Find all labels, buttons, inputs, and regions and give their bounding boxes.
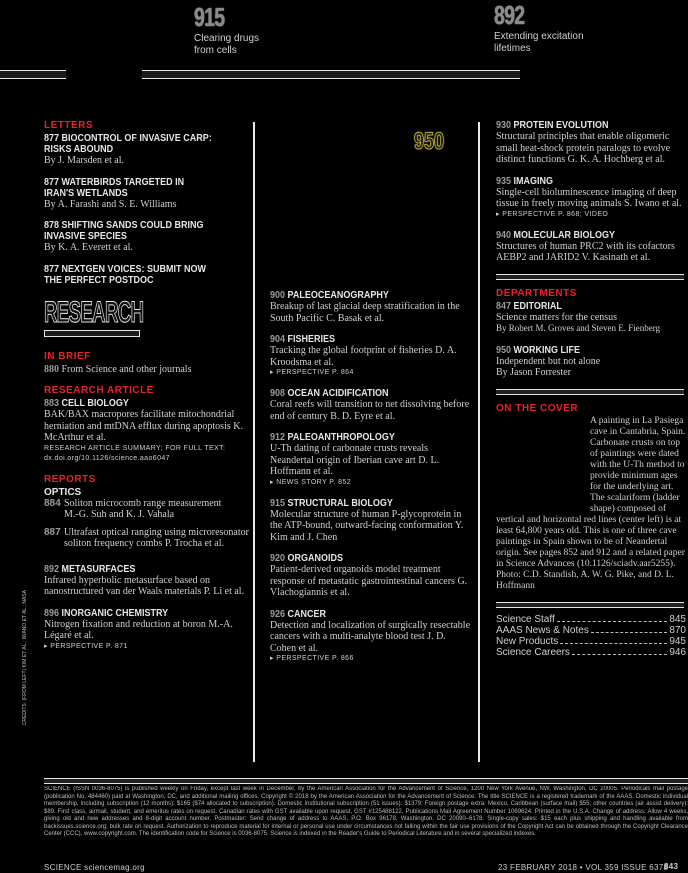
page-number: 926 (270, 608, 286, 620)
letter-byline: By K. A. Everett et al. (44, 242, 133, 253)
cover-image-placeholder (496, 418, 586, 514)
report-topic: OCEAN ACIDIFICATION (287, 388, 389, 399)
report-item[interactable] (270, 334, 470, 378)
misc-item[interactable] (496, 625, 686, 636)
teaser-text-line1: Clearing drugs (194, 33, 260, 44)
letter-headline: 877 BIOCONTROL OF INVASIVE CARP: (44, 133, 212, 144)
letter-item[interactable] (44, 133, 249, 167)
header-rule-right (142, 70, 520, 79)
misc-label: AAAS News & Notes (496, 624, 589, 636)
teaser-page-number: 915 (194, 2, 225, 32)
article-topic: CELL BIOLOGY (61, 398, 129, 409)
perspective-note: PERSPECTIVE P. 864 (276, 369, 354, 376)
arrow-icon: ▸ (270, 369, 277, 376)
doi-link[interactable]: dx.doi.org/10.1126/science.aao6047 (44, 454, 170, 462)
report-item[interactable] (496, 120, 686, 166)
report-byline: P. Trocha et al. (164, 538, 224, 549)
vertical-credit (22, 590, 28, 820)
section-label-letters: LETTERS (44, 120, 94, 131)
report-topic: PALEOCEANOGRAPHY (287, 290, 389, 301)
legal-rule (44, 778, 688, 784)
letter-headline-cont: IRAN'S WETLANDS (44, 187, 128, 199)
page-number: 904 (270, 334, 286, 345)
report-byline: M.-A. Légaré et al. (44, 618, 233, 641)
teaser-text-line2: from cells (194, 45, 237, 56)
letter-item[interactable] (44, 177, 249, 211)
teaser-text-line1: Extending excitation (494, 31, 584, 42)
section-rule (496, 274, 684, 280)
column-middle (270, 290, 470, 674)
report-title: Breakup of last glacial deep stratification in the South Pacific (270, 301, 460, 324)
page-number: 935 (496, 175, 512, 187)
report-topic: FISHERIES (287, 334, 336, 345)
report-topic: INORGANIC CHEMISTRY (61, 607, 169, 619)
misc-list (496, 614, 686, 658)
report-title: Structures of human PRC2 with its cofactors AEBP2 and JARID2 (496, 240, 675, 263)
letter-headline-cont: THE PERFECT POSTDOC (44, 274, 154, 286)
teaser-text-line2: lifetimes (494, 43, 531, 54)
section-label-reports: REPORTS (44, 473, 96, 485)
arrow-icon: ▸ (270, 478, 277, 486)
report-item[interactable] (270, 388, 470, 422)
page-number: 880 (44, 363, 59, 375)
report-item[interactable] (496, 230, 686, 264)
arrow-icon: ▸ (270, 655, 277, 662)
report-byline: S. Iwano et al. (624, 198, 682, 209)
report-topic: PALEOANTHROPOLOGY (287, 432, 395, 443)
section-label-research-article: RESEARCH ARTICLE (44, 385, 154, 396)
page-number: 920 (270, 553, 286, 564)
misc-label: Science Staff (496, 613, 555, 625)
teaser-892[interactable] (494, 0, 584, 55)
page-number: 945 (669, 635, 686, 647)
letter-item[interactable] (44, 264, 249, 286)
leader-dots (591, 625, 668, 633)
report-title: Single-cell bioluminescence imaging of deep tissue in freely moving animals (496, 186, 677, 209)
cover-section (496, 403, 686, 592)
department-item[interactable] (496, 345, 686, 379)
report-byline: J. D. Cohen et al. (270, 631, 446, 654)
department-byline: By Robert M. Groves and Steven E. Fienberg (496, 323, 661, 333)
report-title: Soliton microcomb range measurement (64, 497, 222, 509)
report-title: U-Th dating of carbonate crusts reveals Neandertal origin of Iberian cave art (270, 443, 428, 466)
page-number: 892 (44, 563, 60, 575)
page-number: 908 (270, 388, 286, 399)
page-number: 883 (44, 398, 60, 409)
perspective-note: PERSPECTIVE P. 866 (276, 655, 354, 662)
misc-item[interactable] (496, 636, 686, 647)
report-title: Coral reefs will transition to net dissolving before end of century (270, 399, 470, 422)
arrow-icon: ▸ (496, 210, 503, 218)
arrow-icon: ▸ (44, 642, 51, 650)
report-title: Detection and localization of surgically resectable cancers with a multi-analyte blood test (270, 619, 471, 642)
column-divider (478, 122, 480, 762)
report-item[interactable] (44, 608, 249, 652)
report-topic: IMAGING (513, 175, 554, 187)
report-byline: G. Vlachogiannis et al. (270, 575, 468, 598)
research-heading (44, 295, 249, 337)
badge-number: 950 (414, 128, 445, 155)
letter-headline: 877 WATERBIRDS TARGETED IN (44, 176, 185, 188)
report-title: Tracking the global footprint of fisheries (270, 345, 433, 356)
page-number: 887 (44, 526, 61, 538)
column-right (496, 120, 686, 658)
report-byline: V. Kasinath et al. (581, 252, 651, 263)
letter-byline: By A. Farashi and S. E. Williams (44, 198, 177, 210)
section-label-departments: DEPARTMENTS (496, 287, 577, 299)
report-topic: CANCER (287, 608, 327, 620)
report-byline: D. L. Hoffmann et al. (270, 454, 440, 477)
page-number: 930 (496, 120, 512, 131)
report-item[interactable] (270, 498, 470, 544)
perspective-note: PERSPECTIVE P. 868; VIDEO (502, 210, 609, 218)
page-number: 950 (496, 344, 512, 356)
teaser-page-number: 892 (494, 0, 525, 30)
research-title: RESEARCH (44, 295, 144, 329)
perspective-note: PERSPECTIVE P. 871 (50, 642, 128, 650)
page-number: 912 (270, 432, 286, 443)
column-divider (253, 122, 255, 762)
page-number: 915 (270, 497, 286, 509)
letter-headline: 877 NEXTGEN VOICES: SUBMIT NOW (44, 263, 207, 275)
credit-text: CREDITS: (FROM LEFT) KIM ET AL.; IWANO ET AL.; NASA (22, 590, 28, 726)
page-badge-950[interactable] (414, 128, 454, 156)
report-title: Ultrafast optical ranging using microresonator soliton frequency combs (64, 526, 249, 549)
leader-dots (572, 647, 667, 655)
report-title: Molecular structure of human P-glycoprotein in the ATP-bound, outward-facing conformation (270, 508, 462, 531)
report-item[interactable] (270, 609, 470, 665)
article-byline: K. McArthur et al. (44, 420, 243, 443)
misc-item[interactable] (496, 647, 686, 658)
in-brief[interactable] (44, 351, 249, 376)
news-note: NEWS STORY P. 852 (276, 478, 352, 486)
teaser-915[interactable] (194, 2, 259, 57)
letter-item[interactable] (44, 220, 249, 254)
reports-section (44, 474, 249, 652)
page-number: 896 (44, 607, 60, 619)
page-number: 847 (496, 300, 512, 312)
report-item[interactable] (270, 432, 470, 488)
report-title: Patient-derived organoids model treatment response of metastatic gastrointestinal cancers (270, 564, 455, 587)
report-item[interactable] (496, 176, 686, 220)
research-article[interactable] (44, 385, 249, 464)
report-byline: D. A. Kroodsma et al. (270, 345, 457, 368)
report-byline: G. K. A. Hochberg et al. (567, 154, 665, 165)
report-byline: P. Li et al. (203, 586, 245, 597)
section-rule (496, 602, 684, 608)
optics-heading: OPTICS (44, 486, 82, 498)
page-number: 884 (44, 497, 61, 509)
column-left (44, 120, 249, 662)
report-topic: METASURFACES (61, 563, 136, 575)
header-rule-left (0, 70, 66, 79)
report-item[interactable] (44, 564, 249, 598)
report-item[interactable] (44, 498, 249, 521)
report-topic: PROTEIN EVOLUTION (513, 120, 609, 131)
report-byline: C. Basak et al. (326, 312, 385, 324)
report-topic: STRUCTURAL BIOLOGY (287, 497, 393, 509)
page-number: 940 (496, 229, 512, 241)
letter-headline-cont: RISKS ABOUND (44, 144, 114, 155)
report-item[interactable] (270, 290, 470, 324)
report-item[interactable] (270, 553, 470, 599)
article-title: BAK/BAX macropores facilitate mitochondrial herniation and mtDNA efflux during apoptosis (44, 409, 235, 432)
footer-issue: 23 FEBRUARY 2018 • VOL 359 ISSUE 6378 (498, 863, 669, 872)
report-title: Nitrogen fixation and reduction at boron (44, 618, 206, 630)
page-number: 870 (669, 624, 686, 636)
department-byline: By Jason Forrester (496, 367, 571, 378)
departments-section (496, 288, 686, 379)
letter-byline: By J. Marsden et al. (44, 155, 124, 166)
report-title: Infrared hyperbolic metasurface based on nanostructured van der Waals materials (44, 574, 211, 597)
research-underline (44, 330, 140, 337)
in-brief-text: From Science and other journals (61, 363, 192, 375)
misc-label: Science Careers (496, 646, 570, 658)
report-item[interactable] (44, 527, 249, 550)
letter-headline: 878 SHIFTING SANDS COULD BRING (44, 220, 204, 231)
section-label-in-brief: IN BRIEF (44, 350, 91, 362)
department-title: Independent but not alone (496, 355, 601, 367)
letter-headline-cont: INVASIVE SPECIES (44, 231, 127, 242)
department-title: Science matters for the census (496, 311, 618, 323)
department-item[interactable] (496, 301, 686, 335)
report-topic: MOLECULAR BIOLOGY (513, 229, 616, 241)
summary-note: RESEARCH ARTICLE SUMMARY; FOR FULL TEXT: (44, 444, 226, 452)
report-byline: B. D. Eyre et al. (330, 410, 395, 422)
footer-page-number: 843 (664, 862, 679, 871)
report-topic: ORGANOIDS (287, 553, 344, 564)
page-number: 900 (270, 290, 286, 301)
report-byline: M.-G. Suh and K. J. Vahala (64, 509, 175, 520)
section-label-on-the-cover: ON THE COVER (496, 402, 579, 414)
report-byline: Y. Kim and J. Chen (270, 520, 464, 543)
page-number: 946 (669, 646, 686, 658)
page-number: 845 (669, 613, 686, 625)
leader-dots (557, 614, 668, 622)
department-topic: WORKING LIFE (513, 344, 581, 356)
misc-item[interactable] (496, 614, 686, 625)
section-rule (496, 389, 684, 395)
footer-left[interactable]: SCIENCE sciencemag.org (44, 863, 145, 872)
legal-text: SCIENCE (ISSN 0036-8075) is published weekly on Friday, except last week in December, by the American Association for the Advancement of Science, 1200 New York Avenue, NW, Washington, DC 20005. Periodicals mail postage (publication No. 484460) paid at Washington, DC, and additional mailing offices. Copyright © 2018 by the American Association for the Advancement of Science. The title SCIENCE is a registered trademark of the AAAS. Domestic individual membership, including subscription (12 months): $165 ($74 allocated to subscription). Domestic institutional subscription (51 issues): $1379; Foreign postage extra: Mexico, Caribbean (surface mail) $55; other countries (air assist delivery): $89. First class, airmail, student, and emeritus rates on request. Canadian rates with GST available upon request, GST #125488122. Publications Mail Agreement Number 1069624. Printed in the U.S.A. Change of address: Allow 4 weeks, giving old and new addresses and 8-digit account number. Postmaster: Send change of address to AAAS, P.O. Box 96178, Washington, DC 20090–6178. Single-copy sales: $15 each plus shipping and handling available from backissues.science.org; bulk rate on request. Authorization to reproduce material for internal or personal use under circumstances not falling within the fair use provisions of the Copyright Act can be obtained through the Copyright Clearance Center (CCC), www.copyright.com. The identification code for Science is 0036-8075. Science is indexed in the Reader's Guide to Periodical Literature and in several specialized indexes. (44, 786, 688, 837)
misc-label: New Products (496, 635, 559, 647)
department-topic: EDITORIAL (513, 300, 562, 312)
leader-dots (560, 636, 667, 644)
cover-caption: A painting in La Pasiega cave in Cantabria, Spain. Carbonate crusts on top of paintings were dated with the U-Th method to provide minimum ages for the underlying art. The scalariform (ladder shape) composed of vertical and horizontal red lines (center left) is at least 64,800 years old. This is one of three cave paintings in Spain shown to be of Neandertal origin. See pages 852 and 912 and a related paper in Science Advances (10.1126/sciadv.aar5255). Photo: C.D. Standish, A. W. G. Pike, and D. L. Hoffmann (496, 415, 686, 591)
report-title: Structural principles that enable oligomeric small heat-shock protein paralogs to evolve distinct functions (496, 131, 671, 165)
